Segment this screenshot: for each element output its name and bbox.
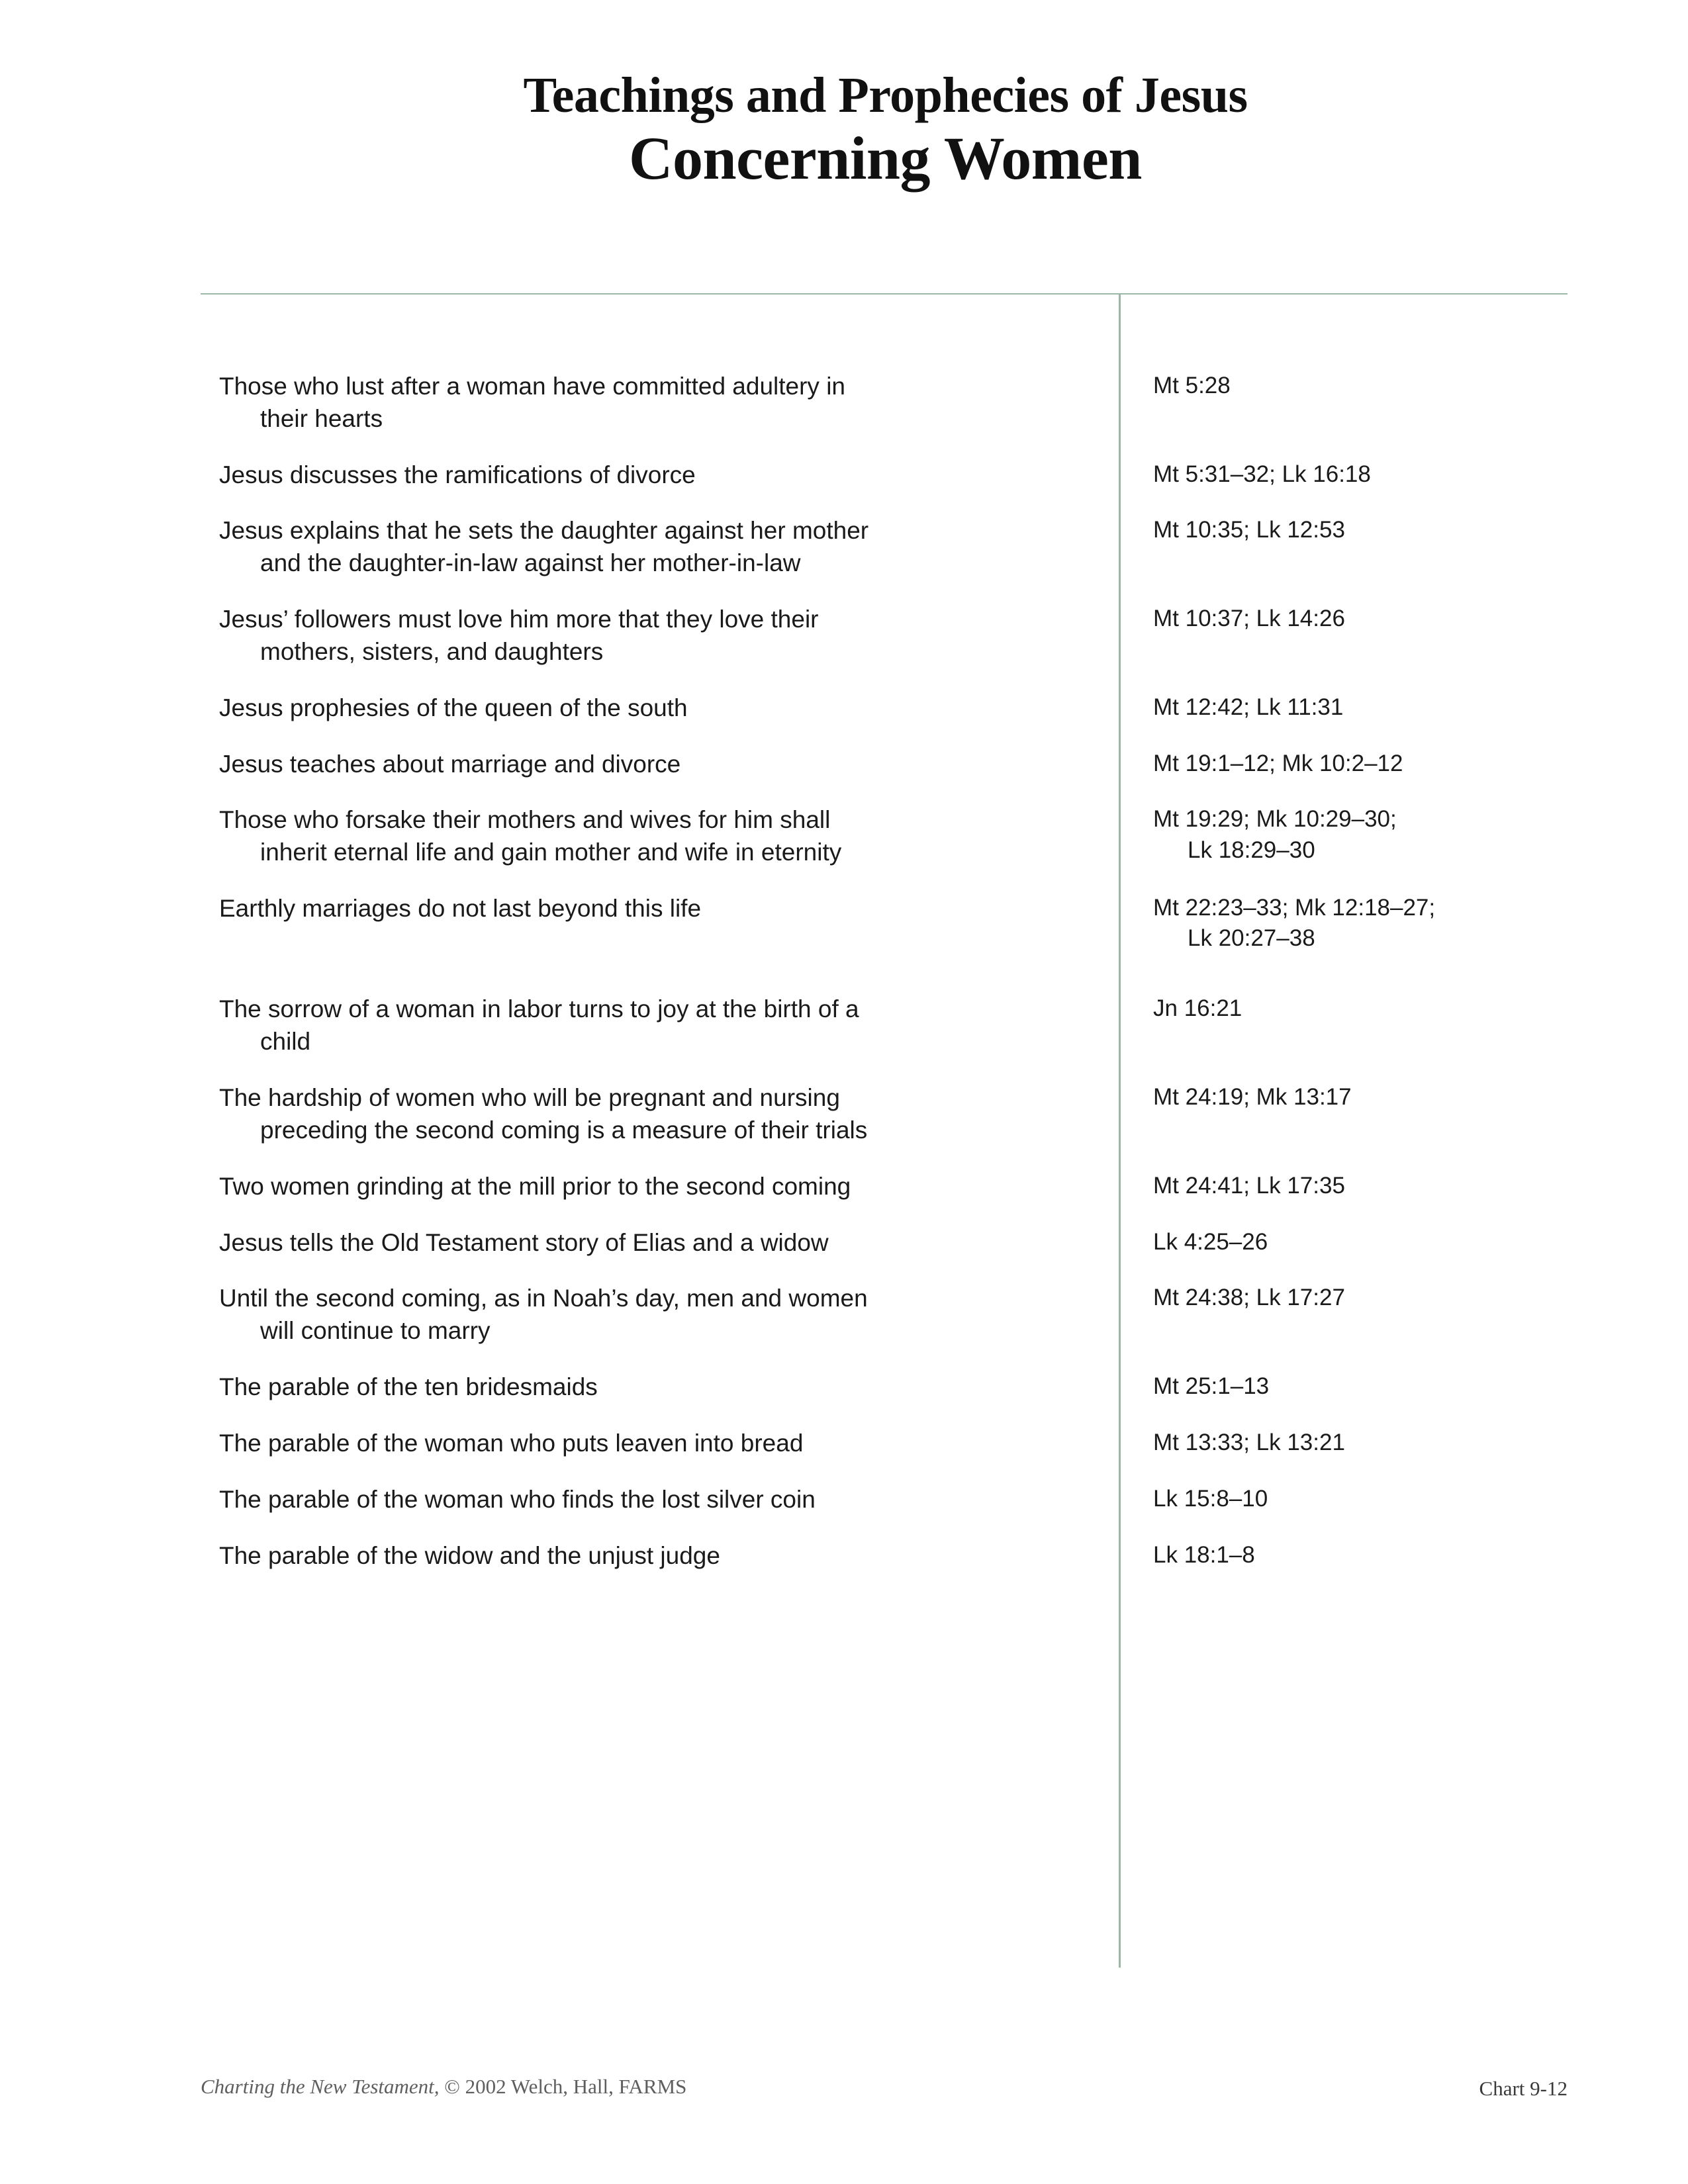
table-row bbox=[201, 692, 1568, 725]
reference-text: Lk 18:1–8 bbox=[1153, 1541, 1255, 1568]
table-row bbox=[201, 1371, 1568, 1404]
reference-cell bbox=[1119, 1082, 1568, 1113]
footer-chart-number: Chart 9-12 bbox=[1479, 2077, 1568, 2100]
teaching-cell bbox=[201, 1484, 1119, 1516]
teaching-text: Until the second coming, as in Noah’s day, men and women bbox=[219, 1285, 868, 1312]
teaching-text: The parable of the woman who finds the lost silver coin bbox=[219, 1485, 816, 1513]
reference-cell bbox=[1119, 459, 1568, 490]
table-row bbox=[201, 604, 1568, 668]
reference-text: Mt 12:42; Lk 11:31 bbox=[1153, 694, 1344, 720]
table-row bbox=[201, 371, 1568, 435]
table-row bbox=[201, 1428, 1568, 1460]
reference-cell bbox=[1119, 1371, 1568, 1402]
reference-cell bbox=[1119, 993, 1568, 1024]
table-row bbox=[201, 993, 1568, 1058]
reference-text: Mt 22:23–33; Mk 12:18–27; bbox=[1153, 895, 1436, 921]
teaching-text: The parable of the ten bridesmaids bbox=[219, 1373, 598, 1401]
teaching-cell bbox=[201, 1082, 1119, 1147]
teaching-cell bbox=[201, 749, 1119, 781]
teaching-text-cont: and the daughter-in-law against her mother-in-law bbox=[260, 549, 801, 577]
footer-source bbox=[201, 2075, 686, 2099]
reference-text: Jn 16:21 bbox=[1153, 995, 1243, 1022]
reference-cell bbox=[1119, 1171, 1568, 1201]
teaching-text: Earthly marriages do not last beyond this life bbox=[219, 895, 702, 923]
reference-cell bbox=[1119, 1428, 1568, 1458]
reference-text: Mt 10:35; Lk 12:53 bbox=[1153, 517, 1345, 543]
teaching-text-cont: will continue to marry bbox=[260, 1317, 491, 1345]
teaching-cell bbox=[201, 1540, 1119, 1572]
teaching-text: The sorrow of a woman in labor turns to joy at the birth of a bbox=[219, 995, 859, 1023]
teaching-cell bbox=[201, 692, 1119, 725]
teaching-text: Jesus teaches about marriage and divorce bbox=[219, 750, 681, 778]
reference-cell bbox=[1119, 749, 1568, 779]
reference-cell bbox=[1119, 371, 1568, 401]
table-row bbox=[201, 1227, 1568, 1259]
reference-text: Mt 13:33; Lk 13:21 bbox=[1153, 1429, 1345, 1455]
teaching-cell bbox=[201, 1283, 1119, 1347]
teaching-text-cont: mothers, sisters, and daughters bbox=[260, 637, 604, 665]
teaching-cell bbox=[201, 371, 1119, 435]
footer-source-rest: © 2002 Welch, Hall, FARMS bbox=[439, 2075, 687, 2098]
teaching-cell bbox=[201, 604, 1119, 668]
reference-text: Lk 15:8–10 bbox=[1153, 1485, 1268, 1512]
table-row bbox=[201, 1484, 1568, 1516]
table-row bbox=[201, 1540, 1568, 1572]
teaching-cell bbox=[201, 1371, 1119, 1404]
teachings-table bbox=[201, 371, 1568, 1596]
teaching-text: Jesus discusses the ramifications of divorce bbox=[219, 461, 696, 488]
teaching-cell bbox=[201, 1171, 1119, 1203]
table-row bbox=[201, 459, 1568, 492]
reference-cell bbox=[1119, 893, 1568, 954]
reference-cell bbox=[1119, 515, 1568, 545]
teaching-text: The hardship of women who will be pregnant and nursing bbox=[219, 1084, 840, 1112]
reference-cell bbox=[1119, 1484, 1568, 1514]
teaching-text: The parable of the woman who puts leaven into bread bbox=[219, 1429, 804, 1457]
reference-cell bbox=[1119, 604, 1568, 634]
teaching-cell bbox=[201, 1428, 1119, 1460]
reference-text: Mt 5:28 bbox=[1153, 373, 1231, 398]
footer-source-title: Charting the New Testament, bbox=[201, 2075, 440, 2098]
teaching-text: The parable of the widow and the unjust judge bbox=[219, 1541, 720, 1569]
teaching-text: Those who forsake their mothers and wives for him shall bbox=[219, 806, 831, 834]
teaching-text: Jesus explains that he sets the daughter against her mother bbox=[219, 517, 869, 545]
teaching-text-cont: preceding the second coming is a measure of their trials bbox=[260, 1116, 868, 1144]
reference-text: Mt 5:31–32; Lk 16:18 bbox=[1153, 461, 1371, 487]
reference-text: Lk 4:25–26 bbox=[1153, 1228, 1268, 1255]
reference-text-cont: Lk 18:29–30 bbox=[1188, 837, 1315, 863]
teaching-text-cont: their hearts bbox=[260, 404, 383, 432]
reference-text: Mt 24:41; Lk 17:35 bbox=[1153, 1172, 1345, 1199]
table-row bbox=[201, 1283, 1568, 1347]
teaching-cell bbox=[201, 515, 1119, 580]
teaching-text-cont: inherit eternal life and gain mother and wife in eternity bbox=[260, 839, 842, 866]
table-row bbox=[201, 804, 1568, 869]
reference-cell bbox=[1119, 1283, 1568, 1313]
reference-cell bbox=[1119, 804, 1568, 865]
table-row bbox=[201, 1171, 1568, 1203]
reference-cell bbox=[1119, 1227, 1568, 1257]
table-row bbox=[201, 1082, 1568, 1147]
teaching-cell bbox=[201, 459, 1119, 492]
reference-cell bbox=[1119, 692, 1568, 723]
reference-cell bbox=[1119, 1540, 1568, 1570]
teaching-text-cont: child bbox=[260, 1028, 311, 1056]
table-row bbox=[201, 515, 1568, 580]
title-line-2: Concerning Women bbox=[629, 124, 1142, 192]
table-row bbox=[201, 893, 1568, 954]
reference-text: Mt 19:29; Mk 10:29–30; bbox=[1153, 806, 1397, 833]
teaching-text: Jesus’ followers must love him more that they love their bbox=[219, 606, 819, 633]
reference-text: Mt 25:1–13 bbox=[1153, 1373, 1270, 1400]
teaching-text: Jesus prophesies of the queen of the south bbox=[219, 694, 688, 721]
table-row bbox=[201, 749, 1568, 781]
page-title bbox=[199, 69, 1572, 192]
teaching-cell bbox=[201, 993, 1119, 1058]
reference-text: Mt 24:19; Mk 13:17 bbox=[1153, 1084, 1352, 1111]
reference-text: Mt 24:38; Lk 17:27 bbox=[1153, 1285, 1345, 1311]
teaching-cell bbox=[201, 1227, 1119, 1259]
horizontal-divider bbox=[201, 293, 1568, 295]
teaching-text: Jesus tells the Old Testament story of Elias and a widow bbox=[219, 1228, 829, 1256]
reference-text: Mt 19:1–12; Mk 10:2–12 bbox=[1153, 750, 1403, 776]
teaching-cell bbox=[201, 804, 1119, 869]
reference-text-cont: Lk 20:27–38 bbox=[1188, 925, 1315, 952]
reference-text: Mt 10:37; Lk 14:26 bbox=[1153, 606, 1345, 632]
teaching-cell bbox=[201, 893, 1119, 925]
title-line-1: Teachings and Prophecies of Jesus bbox=[523, 68, 1248, 123]
teaching-text: Those who lust after a woman have committed adultery in bbox=[219, 373, 846, 400]
teaching-text: Two women grinding at the mill prior to the second coming bbox=[219, 1172, 851, 1200]
